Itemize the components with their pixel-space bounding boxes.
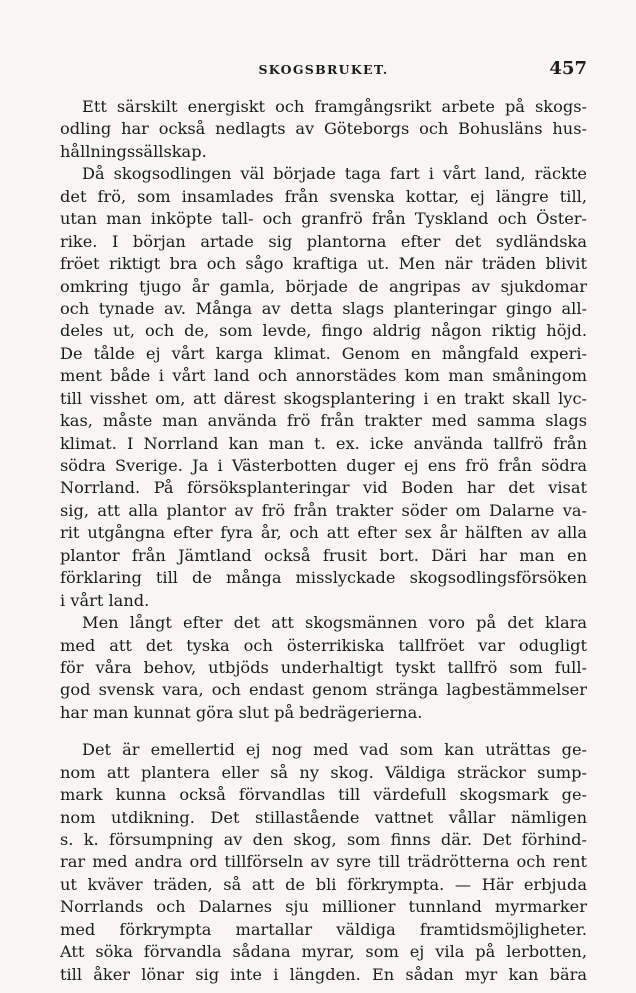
text-line: till visshet om, att därest skogsplantering i en trakt skall lyc- bbox=[60, 388, 587, 408]
text-line: plantor från Jämtland också frusit bort. Däri har man en bbox=[60, 545, 587, 565]
text-line: med förkrympta martallar väldiga framtidsmöjligheter. bbox=[60, 919, 587, 939]
section-break bbox=[60, 724, 587, 739]
text-line: förklaring till de många misslyckade skogsodlingsförsöken bbox=[60, 568, 587, 588]
text-line: rit utgångna efter fyra år, och att efter sex år hälften av alla bbox=[60, 523, 587, 543]
text-line: Att söka förvandla sådana myrar, som ej vila på lerbotten, bbox=[60, 942, 587, 962]
text-line: omkring tjugo år gamla, började de angripas av sjukdomar bbox=[60, 276, 587, 296]
text-line: ut kväver träden, så att de bli förkrympta. — Här erbjuda bbox=[60, 874, 587, 894]
running-title: SKOGSBRUKET. bbox=[258, 62, 389, 77]
body-text bbox=[60, 96, 587, 986]
text-line: det frö, som insamlades från svenska kottar, ej längre till, bbox=[60, 186, 587, 206]
text-line: och tynade av. Många av detta slags planteringar gingo all- bbox=[60, 298, 587, 318]
text-line: Men långt efter det att skogsmännen voro på det klara bbox=[82, 613, 587, 633]
text-line: klimat. I Norrland kan man t. ex. icke använda tallfrö från bbox=[60, 433, 587, 453]
text-line: Då skogsodlingen väl började taga fart i vårt land, räckte bbox=[82, 164, 587, 184]
text-line: till åker lönar sig inte i längden. En sådan myr kan bära bbox=[60, 964, 587, 984]
text-line: har man kunnat göra slut på bedrägerierna. bbox=[60, 702, 423, 722]
text-line: rar med andra ord tillförseln av syre till trädrötterna och rent bbox=[60, 852, 587, 872]
text-line: med att det tyska och österrikiska tallfröet var odugligt bbox=[60, 635, 587, 655]
text-line: ment både i vårt land och annorstädes kom man småningom bbox=[60, 366, 587, 386]
text-line: rike. I början artade sig plantorna efter det sydländska bbox=[60, 231, 587, 251]
text-line: i vårt land. bbox=[60, 590, 150, 610]
paragraph bbox=[60, 163, 587, 612]
text-line: deles ut, och de, som levde, fingo aldrig någon riktig höjd. bbox=[60, 321, 587, 341]
text-line: Det är emellertid ej nog med vad som kan uträttas ge- bbox=[82, 740, 587, 760]
text-line: De tålde ej vårt karga klimat. Genom en mångfald experi- bbox=[60, 343, 587, 363]
running-head bbox=[60, 58, 587, 82]
text-line: fröet riktigt bra och sågo kraftiga ut. Men när träden blivit bbox=[60, 254, 587, 274]
text-line: för våra behov, utbjöds underhaltigt tyskt tallfrö som full- bbox=[60, 657, 587, 677]
text-line: odling har också nedlagts av Göteborgs och Bohusläns hus- bbox=[60, 119, 587, 139]
text-line: god svensk vara, och endast genom stränga lagbestämmelser bbox=[60, 680, 587, 700]
paragraph bbox=[60, 739, 587, 986]
text-line: Norrland. På försöksplanteringar vid Boden har det visat bbox=[60, 478, 587, 498]
text-line: utan man inköpte tall- och granfrö från Tyskland och Öster- bbox=[60, 209, 587, 229]
text-line: s. k. försumpning av den skog, som finns där. Det förhind- bbox=[60, 830, 587, 849]
text-line: mark kunna också förvandlas till värdefull skogsmark ge- bbox=[60, 785, 587, 805]
text-line: kas, måste man använda frö från trakter med samma slags bbox=[60, 411, 587, 431]
text-line: Ett särskilt energiskt och framgångsrikt arbete på skogs- bbox=[82, 97, 587, 116]
text-line: sig, att alla plantor av frö från trakter söder om Dalarne va- bbox=[60, 500, 587, 520]
page-number: 457 bbox=[549, 58, 587, 79]
paragraph bbox=[60, 612, 587, 724]
text-line: södra Sverige. Ja i Västerbotten duger ej ens frö från södra bbox=[60, 456, 587, 475]
text-line: Norrlands och Dalarnes sju millioner tunnland myrmarker bbox=[60, 897, 587, 917]
text-line: hållningssällskap. bbox=[60, 141, 207, 161]
paragraph bbox=[60, 96, 587, 163]
text-line: nom att plantera eller så ny skog. Väldiga sträckor sump- bbox=[60, 762, 587, 782]
text-line: nom utdikning. Det stillastående vattnet vållar nämligen bbox=[60, 807, 587, 827]
